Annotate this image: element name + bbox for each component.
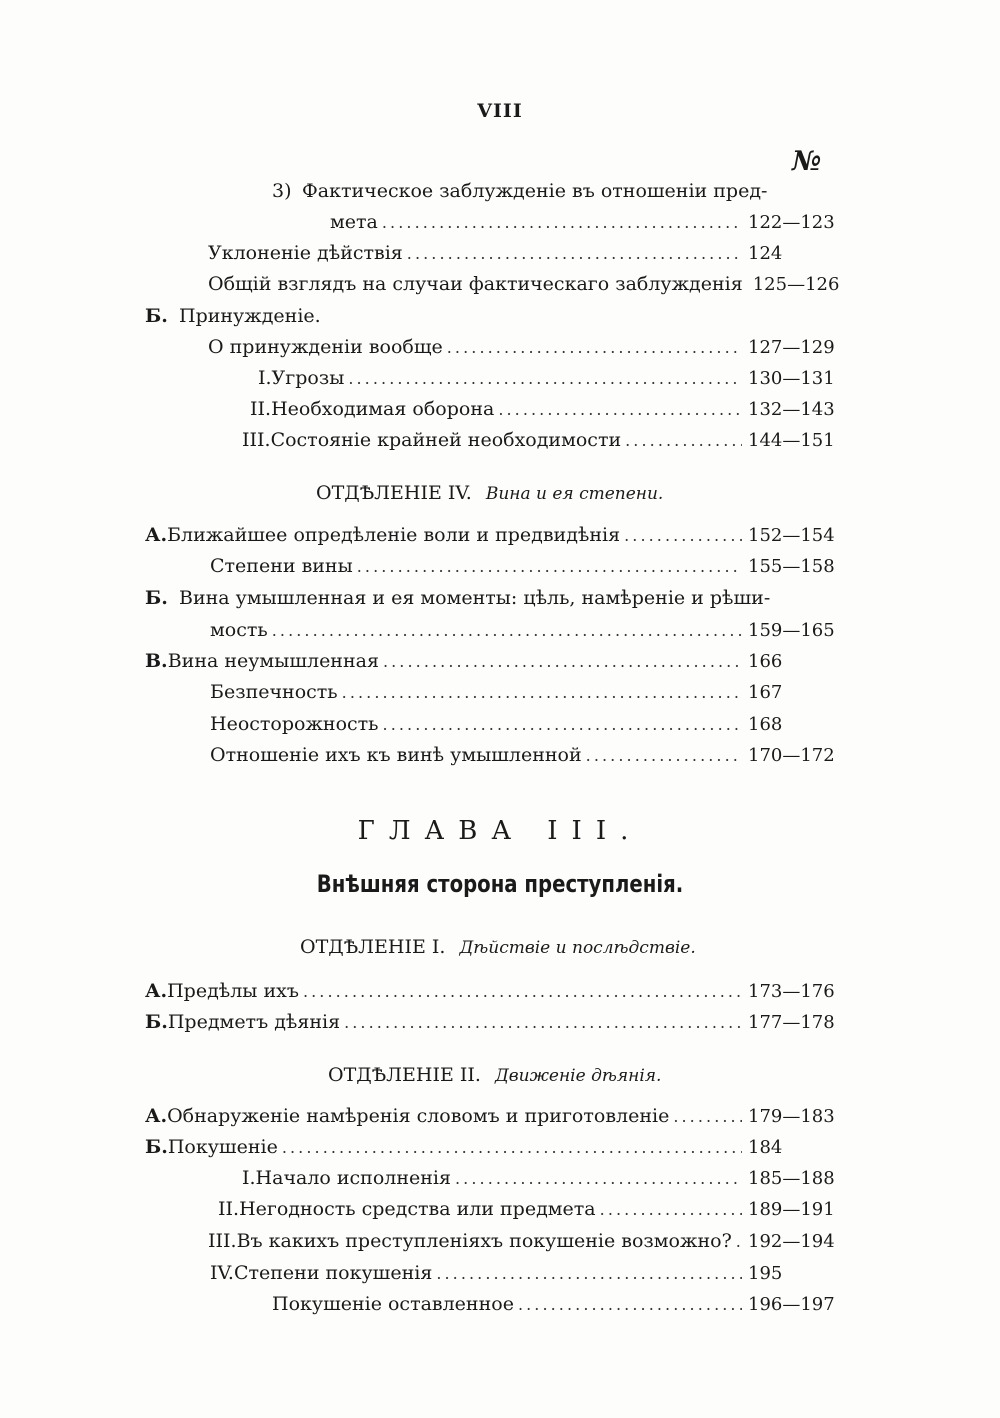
toc-entry-pages: 167 [748, 682, 783, 703]
toc-entry-prefix: II. [250, 398, 272, 420]
toc-entry-pages: 173—176 [748, 981, 835, 1002]
toc-entry [145, 1009, 838, 1035]
toc-entry-pages: 166 [748, 651, 783, 672]
dot-leader [447, 335, 742, 361]
toc-entry-text: Вина неумышленная [167, 650, 379, 672]
toc-entry-prefix: А. [145, 524, 168, 546]
toc-entry-prefix: II. [218, 1198, 240, 1220]
section-heading-subtitle: Вина и ея степени. [485, 484, 664, 504]
toc-entry-pages: 144—151 [748, 430, 835, 451]
toc-entry [145, 1103, 838, 1129]
toc-entry-text: мость [210, 619, 268, 641]
toc-entry-pages: 189—191 [748, 1199, 835, 1220]
number-column-header: № [792, 146, 822, 177]
chapter-label: ГЛАВА III. [357, 816, 643, 846]
toc-entry-pages: 127—129 [748, 337, 835, 358]
section-heading [300, 936, 696, 958]
toc-entry-prefix: III. [242, 429, 271, 451]
toc-entry-text: Угрозы [271, 367, 345, 389]
toc-entry-pages: 152—154 [748, 525, 835, 546]
dot-leader [586, 743, 742, 769]
toc-entry [242, 427, 838, 453]
toc-entry-pages: 130—131 [748, 368, 835, 389]
toc-entry-text: Уклоненіе дѣйствія [208, 242, 403, 264]
toc-entry-pages: 170—172 [748, 745, 835, 766]
toc-entry-text: Фактическое заблужденіе въ отношеніи пред- [302, 180, 768, 202]
dot-leader [383, 712, 742, 738]
toc-entry-prefix: I. [242, 1167, 256, 1189]
toc-entry-pages: 195 [748, 1263, 783, 1284]
toc-entry-text: мета [330, 211, 378, 233]
toc-entry-text: Степени покушенія [233, 1262, 433, 1284]
toc-entry-text: Начало исполненія [255, 1167, 451, 1189]
section-heading-label: ОТДѢЛЕНІЕ I. [300, 936, 446, 958]
toc-entry-pages: 192—194 [748, 1231, 835, 1252]
section-heading-subtitle: Дѣйствіе и послѣдствіе. [459, 938, 696, 958]
section-heading [328, 1064, 661, 1086]
toc-entry-pages: 177—178 [748, 1012, 835, 1033]
dot-leader [498, 397, 742, 423]
toc-entry-text: Отношеніе ихъ къ винѣ умышленной [210, 744, 582, 766]
toc-entry-pages: 122—123 [748, 212, 835, 233]
toc-entry-prefix: А. [145, 1105, 168, 1127]
toc-entry-prefix: 3) [272, 180, 292, 202]
toc-entry [145, 585, 838, 611]
toc-entry-text: Обнаруженіе намѣренія словомъ и приготовленіе [167, 1105, 670, 1127]
toc-entry-prefix: IV. [210, 1262, 234, 1284]
toc-entry-pages: 159—165 [748, 620, 835, 641]
toc-entry-text: О принужденіи вообще [208, 336, 443, 358]
toc-entry-text: Въ какихъ преступленіяхъ покушеніе возможно? [236, 1230, 732, 1252]
dot-leader [383, 649, 742, 675]
toc-entry [208, 334, 838, 360]
dot-leader [455, 1166, 742, 1192]
dot-leader [348, 366, 742, 392]
toc-entry [242, 1165, 838, 1191]
toc-entry-text: Покушеніе [167, 1136, 278, 1158]
toc-entry [145, 303, 838, 329]
dot-leader [303, 979, 742, 1005]
toc-entry-text: Состояніе крайней необходимости [270, 429, 622, 451]
toc-entry-pages: 125—126 [752, 274, 840, 295]
toc-entry-prefix: I. [258, 367, 272, 389]
dot-leader [342, 680, 742, 706]
toc-entry [210, 617, 838, 643]
toc-entry [208, 240, 838, 266]
chapter-title: Внѣшняя сторона преступленія. [316, 870, 684, 898]
toc-entry-text: Предметъ дѣянія [167, 1011, 341, 1033]
dot-leader [407, 241, 742, 267]
toc-entry-prefix: Б. [145, 587, 168, 609]
dot-leader [272, 618, 742, 644]
dot-leader [625, 428, 742, 454]
toc-entry [145, 522, 838, 548]
toc-entry-prefix: Б. [145, 1136, 168, 1158]
toc-entry [272, 178, 837, 204]
toc-entry-text: Покушеніе оставленное [272, 1293, 514, 1315]
toc-entry [210, 711, 838, 737]
toc-entry [208, 271, 838, 297]
toc-entry-pages: 185—188 [748, 1168, 835, 1189]
toc-entry-text: Неосторожность [210, 713, 379, 735]
toc-entry-pages: 184 [748, 1137, 783, 1158]
section-heading-label: ОТДѢЛЕНІЕ IV. [316, 482, 472, 504]
section-heading [316, 482, 663, 504]
toc-entry-prefix: В. [145, 650, 168, 672]
dot-leader [344, 1010, 742, 1036]
toc-entry-pages: 132—143 [748, 399, 835, 420]
toc-entry-text: Принужденіе. [179, 305, 321, 327]
toc-entry [250, 396, 838, 422]
toc-entry-pages: 168 [748, 714, 783, 735]
toc-entry-text: Общій взглядъ на случаи фактическаго заблужденія [208, 273, 743, 295]
toc-entry [210, 679, 838, 705]
toc-entry [208, 1228, 838, 1254]
dot-leader [600, 1197, 742, 1223]
toc-entry [330, 209, 838, 235]
toc-entry [145, 1134, 838, 1160]
toc-entry-text: Необходимая оборона [271, 398, 495, 420]
toc-entry-prefix: Б. [145, 1011, 168, 1033]
toc-entry-text: Вина умышленная и ея моменты: цѣль, намѣреніе и рѣши- [179, 587, 771, 609]
dot-leader [518, 1292, 742, 1318]
toc-entry [145, 648, 838, 674]
dot-leader [736, 1229, 742, 1255]
toc-entry-pages: 155—158 [748, 556, 835, 577]
toc-entry-prefix: А. [145, 980, 168, 1002]
toc-entry-pages: 196—197 [748, 1294, 835, 1315]
toc-entry-pages: 179—183 [748, 1106, 835, 1127]
toc-entry-text: Степени вины [210, 555, 353, 577]
toc-entry [145, 978, 838, 1004]
dot-leader [624, 523, 742, 549]
toc-entry-prefix: Б. [145, 305, 168, 327]
toc-entry-text: Безпечность [210, 681, 338, 703]
toc-entry [210, 742, 838, 768]
section-heading-subtitle: Движеніе дѣянія. [494, 1066, 662, 1086]
toc-entry-prefix: III. [208, 1230, 237, 1252]
toc-entry-pages: 124 [748, 243, 783, 264]
toc-entry [258, 365, 838, 391]
dot-leader [382, 210, 742, 236]
toc-entry-text: Негодность средства или предмета [239, 1198, 596, 1220]
toc-entry [210, 553, 838, 579]
dot-leader [357, 554, 742, 580]
page-number: VIII [477, 100, 523, 122]
toc-entry-text: Ближайшее опредѣленіе воли и предвидѣнія [167, 524, 621, 546]
toc-entry [218, 1196, 838, 1222]
toc-entry-text: Предѣлы ихъ [167, 980, 299, 1002]
toc-entry [272, 1291, 838, 1317]
dot-leader [282, 1135, 742, 1161]
dot-leader [436, 1261, 742, 1287]
section-heading-label: ОТДѢЛЕНІЕ II. [328, 1064, 481, 1086]
toc-entry [210, 1260, 838, 1286]
dot-leader [673, 1104, 742, 1130]
